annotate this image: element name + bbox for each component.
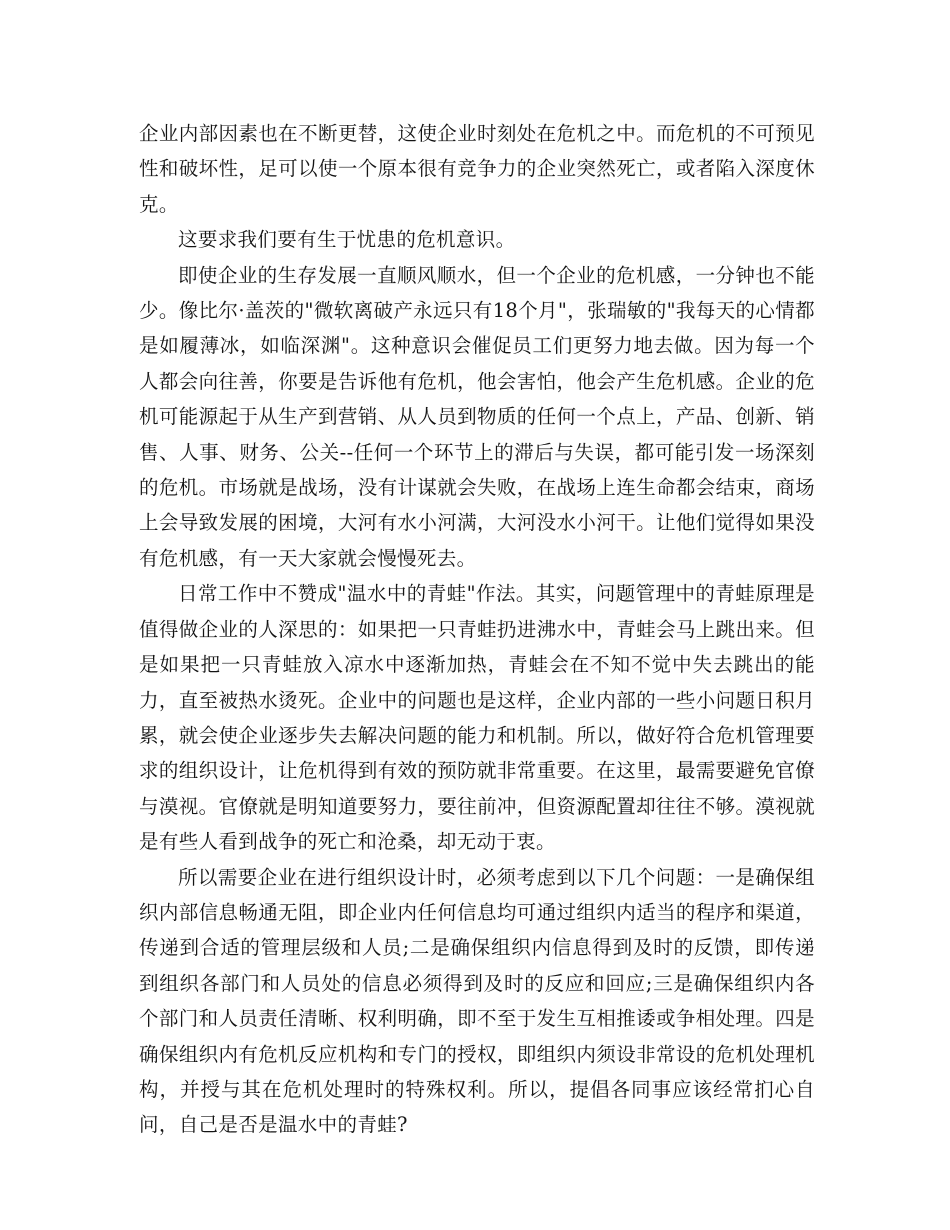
document-body [139,116,815,1143]
paragraph-organization-design: 所以需要企业在进行组织设计时，必须考虑到以下几个问题：一是确保组织内部信息畅通无阻，即企业内任何信息均可通过组织内适当的程序和渠道，传递到合适的管理层级和人员;二是确保组织内信息得到及时的反馈，即传递到组织各部门和人员处的信息必须得到及时的反应和回应;三是确保组织内各个部门和人员责任清晰、权利明确，即不至于发生互相推诿或争相处理。四是确保组织内有危机反应机构和专门的授权，即组织内须设非常设的危机处理机构，并授与其在危机处理时的特殊权利。所以，提倡各同事应该经常扪心自问，自己是否是温水中的青蛙? [139,865,815,1137]
paragraph-continuation: 企业内部因素也在不断更替，这使企业时刻处在危机之中。而危机的不可预见性和破坏性，足可以使一个原本很有竞争力的企业突然死亡，或者陷入深度休克。 [139,122,815,216]
paragraph-boiling-frog: 日常工作中不赞成"温水中的青蛙"作法。其实，问题管理中的青蛙原理是值得做企业的人深思的：如果把一只青蛙扔进沸水中，青蛙会马上跳出来。但是如果把一只青蛙放入凉水中逐渐加热，青蛙会在不知不觉中失去跳出的能力，直至被热水烫死。企业中的问题也是这样，企业内部的一些小问题日积月累，就会使企业逐步失去解决问题的能力和机制。所以，做好符合危机管理要求的组织设计，让危机得到有效的预防就非常重要。在这里，最需要避免官僚与漠视。官僚就是明知道要努力，要往前冲，但资源配置却往往不够。漠视就是有些人看到战争的死亡和沧桑，却无动于衷。 [139,582,815,854]
paragraph-sense-of-crisis: 即使企业的生存发展一直顺风顺水，但一个企业的危机感，一分钟也不能少。像比尔·盖茨的"微软离破产永远只有18个月"，张瑞敏的"我每天的心情都是如履薄冰，如临深渊"。这种意识会催促员工们更努力地去做。因为每一个人都会向往善，你要是告诉他有危机，他会害怕，他会产生危机感。企业的危机可能源起于从生产到营销、从人员到物质的任何一个点上，产品、创新、销售、人事、财务、公关--任何一个环节上的滞后与失误，都可能引发一场深刻的危机。市场就是战场，没有计谋就会失败，在战场上连生命都会结束，商场上会导致发展的困境，大河有水小河满，大河没水小河干。让他们觉得如果没有危机感，有一天大家就会慢慢死去。 [139,263,815,570]
paragraph-crisis-awareness: 这要求我们要有生于忧患的危机意识。 [178,228,516,252]
